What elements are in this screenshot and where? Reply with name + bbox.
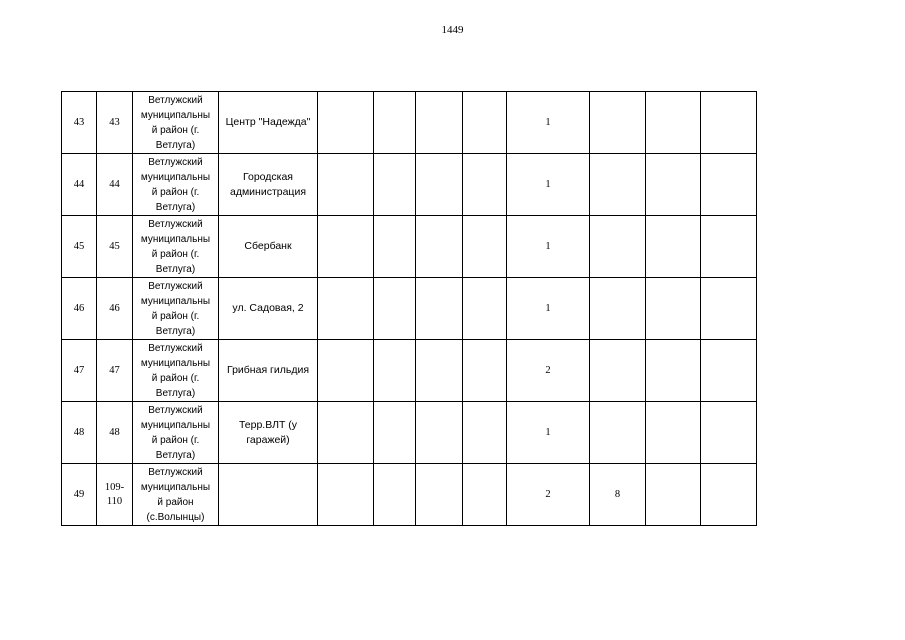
cell-num: 48 (62, 402, 97, 464)
cell-place (219, 402, 318, 464)
cell-num: 44 (62, 154, 97, 216)
cell-num: 45 (62, 216, 97, 278)
cell-text-line: й район (г. (151, 186, 200, 198)
cell-c6 (374, 216, 416, 278)
cell-text-line: Ветлуга) (155, 263, 196, 275)
cell-text-line: й район (г. (151, 248, 200, 260)
cell-text-line: 109- (104, 481, 125, 493)
cell-c8 (463, 154, 507, 216)
cell-text-line: Ветлужский (148, 342, 203, 354)
cell-c6 (374, 92, 416, 154)
cell-district (133, 216, 219, 278)
cell-text-line: муниципальны (140, 233, 211, 245)
cell-c11 (646, 278, 701, 340)
cell-id: 47 (97, 340, 133, 402)
cell-c8 (463, 402, 507, 464)
cell-text-line: Ветлужский (148, 218, 203, 230)
cell-text-line: Ветлуга) (155, 387, 196, 399)
cell-text-line: Сбербанк (244, 240, 292, 252)
cell-text-line: Ветлужский (148, 280, 203, 292)
cell-c7 (416, 92, 463, 154)
cell-place (219, 278, 318, 340)
cell-text-line: муниципальны (140, 357, 211, 369)
cell-text-line: Терр.ВЛТ (у (238, 418, 298, 431)
cell-text-line: муниципальны (140, 171, 211, 183)
cell-c7 (416, 340, 463, 402)
cell-text-line: Ветлуга) (155, 201, 196, 213)
cell-district (133, 92, 219, 154)
cell-c7 (416, 402, 463, 464)
cell-c12 (701, 154, 757, 216)
cell-c9: 1 (507, 154, 590, 216)
cell-c10 (590, 216, 646, 278)
cell-c5 (318, 92, 374, 154)
cell-c8 (463, 464, 507, 526)
cell-c9: 1 (507, 92, 590, 154)
cell-c7 (416, 278, 463, 340)
cell-district (133, 340, 219, 402)
table-row (62, 216, 757, 278)
cell-text-line: Ветлуга) (155, 325, 196, 337)
cell-c6 (374, 464, 416, 526)
cell-c9: 2 (507, 340, 590, 402)
cell-c5 (318, 216, 374, 278)
cell-c6 (374, 340, 416, 402)
cell-c5 (318, 154, 374, 216)
table-row (62, 154, 757, 216)
cell-id: 44 (97, 154, 133, 216)
cell-text-line: Ветлуга) (155, 449, 196, 461)
cell-c6 (374, 154, 416, 216)
cell-c9: 1 (507, 216, 590, 278)
cell-c12 (701, 464, 757, 526)
cell-id (97, 464, 133, 526)
cell-num: 46 (62, 278, 97, 340)
table-row (62, 464, 757, 526)
cell-text-line: ул. Садовая, 2 (232, 302, 304, 314)
cell-c5 (318, 402, 374, 464)
cell-text-line: й район (г. (151, 124, 200, 136)
cell-c11 (646, 154, 701, 216)
cell-num: 49 (62, 464, 97, 526)
cell-c11 (646, 216, 701, 278)
cell-district (133, 464, 219, 526)
cell-c10 (590, 340, 646, 402)
cell-id: 46 (97, 278, 133, 340)
cell-c9: 1 (507, 278, 590, 340)
cell-text-line: муниципальны (140, 481, 211, 493)
cell-text-line: й район (г. (151, 310, 200, 322)
cell-place (219, 216, 318, 278)
cell-c7 (416, 154, 463, 216)
cell-text-line: Ветлужский (148, 94, 203, 106)
cell-text-line: Ветлужский (148, 156, 203, 168)
cell-c11 (646, 402, 701, 464)
cell-c12 (701, 278, 757, 340)
cell-district (133, 154, 219, 216)
cell-c8 (463, 216, 507, 278)
cell-c8 (463, 92, 507, 154)
cell-text-line: Ветлужский (148, 466, 203, 478)
cell-place (219, 92, 318, 154)
cell-c12 (701, 340, 757, 402)
data-table (61, 91, 757, 526)
cell-num: 47 (62, 340, 97, 402)
page-number: 1449 (441, 24, 464, 36)
cell-text-line: й район (г. (151, 372, 200, 384)
cell-place (219, 154, 318, 216)
cell-text-line: Городская (243, 170, 293, 183)
cell-c6 (374, 278, 416, 340)
cell-c8 (463, 278, 507, 340)
cell-text-line: муниципальны (140, 295, 211, 307)
cell-district (133, 278, 219, 340)
cell-c10 (590, 154, 646, 216)
cell-c7 (416, 464, 463, 526)
table-body (62, 92, 757, 526)
cell-c7 (416, 216, 463, 278)
cell-c10 (590, 278, 646, 340)
cell-c12 (701, 216, 757, 278)
cell-text-line: Ветлужский (148, 404, 203, 416)
cell-text-line: муниципальны (140, 419, 211, 431)
table-row (62, 278, 757, 340)
cell-c12 (701, 92, 757, 154)
cell-id: 43 (97, 92, 133, 154)
cell-text-line: гаражей) (246, 433, 290, 446)
cell-c11 (646, 92, 701, 154)
cell-c5 (318, 464, 374, 526)
cell-c8 (463, 340, 507, 402)
cell-c9: 2 (507, 464, 590, 526)
table-row (62, 402, 757, 464)
cell-text-line: (с.Волынцы) (146, 511, 205, 523)
cell-text-line: Грибная гильдия (226, 364, 310, 376)
cell-text-line: й район (г. (151, 434, 200, 446)
cell-text-line: муниципальны (140, 109, 211, 121)
cell-text-line: Центр "Надежда" (225, 116, 311, 128)
cell-c10: 8 (590, 464, 646, 526)
cell-place (219, 464, 318, 526)
cell-c10 (590, 402, 646, 464)
cell-text-line: 110 (106, 495, 123, 507)
table-row (62, 92, 757, 154)
cell-c9: 1 (507, 402, 590, 464)
cell-text-line: й район (157, 496, 194, 508)
cell-c6 (374, 402, 416, 464)
cell-c10 (590, 92, 646, 154)
cell-c12 (701, 402, 757, 464)
cell-id: 45 (97, 216, 133, 278)
cell-c5 (318, 278, 374, 340)
cell-num: 43 (62, 92, 97, 154)
cell-place (219, 340, 318, 402)
cell-c11 (646, 464, 701, 526)
cell-id: 48 (97, 402, 133, 464)
cell-c11 (646, 340, 701, 402)
cell-text-line: Ветлуга) (155, 139, 196, 151)
cell-district (133, 402, 219, 464)
table-row (62, 340, 757, 402)
cell-c5 (318, 340, 374, 402)
cell-text-line: администрация (229, 185, 307, 198)
